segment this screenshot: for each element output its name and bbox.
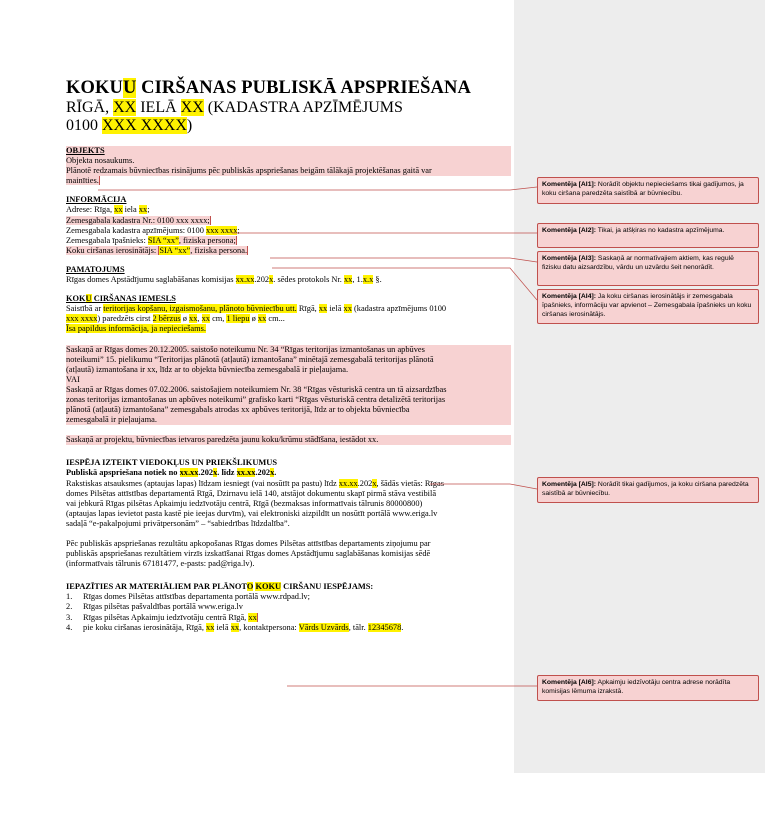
section-iespeja: IESPĒJA IZTEIKT VIEDOKĻUS UN PRIEKŠLIKUMUS Publiskā apspriešana notiek no xx.xx.202x. līdz xx.xx.202x. Rakstiskas atsauksmes (aptaujas lapas) līdzam iesniegt (vai nosūtīt pa pastu) līdz xx.xx.202x, šādās vietās: Rīgas domes Pilsētas attīstības departamentā Rīgā, Dzirnavu ielā 140, atstājot dokumentu skapī pirmā stāva vestibilā vai jebkurā Rīgas pilsētas Apkaimju iedzīvotāju centrā, Rīgā (bezmaksas informatīvais tālrunis 80000800) (aptaujas lapas ievietot pasta kastē pie ieejas durvīm), vai elektroniski aizpildīt un nosūtīt portālā www.eriga.lv sadaļā “e-pakalpojumi privātpersonām” – “sabiedrības līdzdalība”. Pēc publiskās apspriešanas rezultātu apkopošanas Rīgas domes Pilsētas attīstības departaments ziņojumu par publiskās apspriešanas rezultātiem virzīs izskatīšanai Rīgas domes Apstādījumu saglabāšanas komisijas sēdē (informatīvais tālrunis 67181477, e-pasts: pad@riga.lv). bbox=[66, 458, 511, 569]
section-pamatojums bbox=[66, 265, 511, 285]
list-item: 1. Rīgas domes Pilsētas attīstības departamenta portālā www.rdpad.lv; bbox=[66, 592, 310, 602]
section-iemesls bbox=[66, 294, 511, 445]
comment-ai2[interactable]: Komentēja [AI2]: Tikai, ja atšķiras no kadastra apzīmējuma. bbox=[537, 223, 759, 248]
section-iepazities bbox=[66, 582, 511, 632]
section-heading: KOKU CIRŠANAS IEMESLS bbox=[66, 294, 176, 304]
zoning-block: Saskaņā ar Rīgas domes 20.12.2005. saistošo noteikumu Nr. 34 “Rīgas teritorijas izmantošanas un apbūves noteikumi” 15. pielikumu “Teritorijas plānotā (atļautā) izmantošana” minētajā zemesgabalā teritorijas plānotā (atļautā) izmantošana ir xx, līdz ar to objekta būvniecība zemesgabalā ir pieļaujama. VAI Saskaņā ar Rīgas domes 07.02.2006. saistošajiem noteikumiem Nr. 38 “Rīgas vēsturiskā centra un tā aizsardzības zonas teritorijas izmantošanas un apbūves noteikumi” grafisko karti “Rīgas vēsturiskā centra detalizētā teritorijas plānotā (atļautā) izmantošana” zemesgabals atrodas xx apbūves teritorijā, līdz ar to objekta būvniecība zemesgabalā ir pieļaujama. bbox=[66, 345, 511, 426]
initiator-line: Koku ciršanas ierosinātājs: SIA “xx”, fiziska persona. bbox=[66, 245, 248, 255]
reason-extra-info: Īsa papildus informācija, ja nepieciešams. bbox=[66, 324, 206, 334]
planting-block: Saskaņā ar projektu, būvniecības ietvaros paredzēta jaunu koku/krūmu stādīšana, iestādot xx. bbox=[66, 435, 511, 445]
comment-ai3[interactable]: Komentēja [AI3]: Saskaņā ar normatīvajiem aktiem, kas regulē fizisku datu aizsardzību, vārdu un uzvārdu šeit nenorādīt. bbox=[537, 251, 759, 286]
comment-ai1[interactable]: Komentēja [AI1]: Norādīt objektu nepieciešams tikai gadījumos, ja koku ciršana paredzēta saistībā ar būvniecību. bbox=[537, 177, 759, 204]
reason-line-1: Saistībā ar teritorijas kopšanu, izgaismošanu, plānoto būvniecību utt. Rīgā, xx ielā xx (kadastra apzīmējums 0100 bbox=[66, 304, 447, 314]
list-item: 4. pie koku ciršanas ierosinātāja, Rīgā, xx ielā xx, kontaktpersona: Vārds Uzvārds, tālr. 12345678. bbox=[66, 622, 404, 632]
reason-line-2: xxx xxxx) paredzēts cirst 2 bērzus ø xx, xx cm, 1 liepu ø xx cm... bbox=[66, 314, 285, 324]
address-line: Adrese: Rīga, xx iela xx; bbox=[66, 205, 150, 215]
consultation-period: Publiskā apspriešana notiek no xx.xx.202x. līdz xx.xx.202x. bbox=[66, 468, 277, 478]
section-informacija bbox=[66, 195, 511, 256]
section-heading: INFORMĀCIJA bbox=[66, 195, 127, 205]
document-subtitle: RĪGĀ, XX IELĀ XX (KADASTRA APZĪMĒJUMS bbox=[66, 99, 403, 116]
materials-list bbox=[66, 592, 511, 632]
basis-line: Rīgas domes Apstādījumu saglabāšanas komisijas xx.xx.202x. sēdes protokols Nr. xx, 1.x.x §. bbox=[66, 275, 382, 285]
document-title: KOKUU CIRŠANAS PUBLISKĀ APSPRIEŠANA bbox=[66, 78, 471, 98]
comment-ai6[interactable]: Komentēja [AI6]: Apkaimju iedzīvotāju centra adrese norādīta komisijas lēmuma izrakstā. bbox=[537, 675, 759, 701]
section-heading: IESPĒJA IZTEIKT VIEDOKĻUS UN PRIEKŠLIKUMUS bbox=[66, 458, 277, 468]
list-item: 2. Rīgas pilsētas pašvaldības portālā www.eriga.lv bbox=[66, 602, 243, 612]
document-subtitle-cadastre: 0100 XXX XXXX) bbox=[66, 117, 193, 134]
object-note: Plānotē redzamais būvniecības risinājums pēc publiskās apspriešanas beigām tālākajā projektēšanas gaitā var bbox=[66, 166, 511, 176]
document-page bbox=[66, 78, 511, 633]
results-paragraph: Pēc publiskās apspriešanas rezultātu apkopošanas Rīgas domes Pilsētas attīstības departaments ziņojumu par publiskās apspriešanas rezultātiem virzīs izskatīšanai Rīgas domes Apstādījumu saglabāšanas komisijas sēdē (informatīvais tālrunis 67181477, e-pasts: pad@riga.lv). bbox=[66, 539, 431, 569]
section-objekts bbox=[66, 146, 511, 186]
section-heading: IEPAZĪTIES AR MATERIĀLIEM PAR PLĀNOTO KOKU CIRŠANU IESPĒJAMS: bbox=[66, 582, 374, 592]
comment-margin-pane bbox=[514, 0, 765, 773]
list-item: 3. Rīgas pilsētas Apkaimju iedzīvotāju centrā Rīgā, xx bbox=[66, 612, 257, 622]
object-note-end: mainīties. bbox=[66, 176, 99, 186]
owner-line: Zemesgabala īpašnieks: SIA “xx”, fiziska persona; bbox=[66, 235, 236, 245]
comment-ai4[interactable]: Komentēja [AI4]: Ja koku ciršanas ierosinātājs ir zemesgabala īpašnieks, informāciju var apvienot – Zemesgabala īpašnieks un koku ciršanas ierosinātājs. bbox=[537, 289, 759, 324]
section-heading: PAMATOJUMS bbox=[66, 264, 125, 274]
cadastre-designation-line: Zemesgabala kadastra apzīmējums: 0100 xxx xxxx; bbox=[66, 225, 240, 235]
cadastre-number-line: Zemesgabala kadastra Nr.: 0100 xxx xxxx; bbox=[66, 215, 210, 225]
object-name: Objekta nosaukums. bbox=[66, 156, 511, 166]
section-heading: OBJEKTS bbox=[66, 146, 511, 156]
comment-ai5[interactable]: Komentēja [AI5]: Norādīt tikai gadījumos, ja koku ciršana paredzēta saistībā ar būvniecību. bbox=[537, 477, 759, 503]
